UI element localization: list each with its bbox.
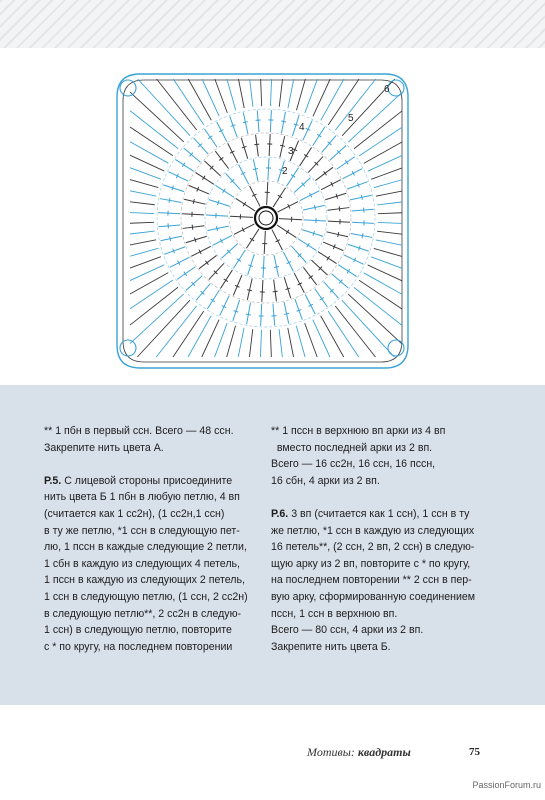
- row-3-stitch: [182, 214, 204, 215]
- instruction-line: нить цвета Б 1 пбн в любую петлю, 4 вп: [44, 491, 240, 504]
- row-4-stitch: [281, 112, 285, 134]
- border-row-stitch: [279, 79, 282, 107]
- chain-ring: [205, 157, 327, 279]
- row-3-stitch: [189, 185, 209, 194]
- instruction-line: Р.6. 3 вп (считается как 1 ссн), 1 ссн в ту: [271, 507, 470, 520]
- row-4-stitch-tick: [211, 299, 215, 302]
- row-3-stitch-tick: [285, 288, 290, 289]
- row-4-stitch: [175, 159, 193, 171]
- row-1-stitch: [279, 219, 302, 220]
- border-row-stitch: [130, 202, 155, 205]
- row-2-stitch: [207, 226, 229, 231]
- row-2-stitch-tick: [307, 243, 310, 247]
- border-row-stitch: [374, 180, 402, 188]
- row-2-stitch: [233, 250, 245, 268]
- row-3-stitch-tick: [247, 290, 252, 291]
- border-row-stitch: [130, 222, 154, 223]
- row-3-stitch: [318, 252, 336, 264]
- row-marker-4: 4: [299, 122, 305, 133]
- row-2-stitch: [294, 178, 310, 193]
- border-row-stitch: [130, 191, 156, 196]
- row-2-stitch-tick: [274, 266, 279, 267]
- row-2-stitch: [268, 158, 269, 180]
- row-2-stitch: [298, 239, 316, 251]
- row-1-stitch: [250, 186, 260, 206]
- row-1-stitch: [273, 188, 285, 207]
- chain-ring: [157, 109, 375, 327]
- row-2-stitch: [253, 159, 258, 181]
- row-1-stitch: [264, 231, 265, 254]
- row-4-stitch: [243, 112, 248, 134]
- row-4-stitch: [352, 209, 374, 211]
- instruction-line: 16 сбн, 4 арки из 2 вп.: [271, 474, 380, 487]
- row-3-stitch: [228, 143, 238, 163]
- row-4-stitch: [350, 195, 372, 200]
- row-3-stitch-tick: [336, 194, 337, 199]
- row-3-stitch-tick: [327, 256, 330, 260]
- row-4-stitch: [205, 129, 218, 147]
- border-row-stitch: [227, 326, 236, 357]
- row-3-stitch: [300, 147, 312, 165]
- row-4-stitch-tick: [182, 163, 185, 167]
- row-4-stitch: [158, 225, 180, 227]
- instruction-line: Всего — 80 ссн, 4 арки из 2 вп.: [271, 624, 424, 637]
- instruction-line: 1 ссн) в следующую петлю, повторите: [44, 624, 232, 637]
- border-row-stitch: [173, 311, 204, 357]
- row-4-stitch: [315, 289, 328, 307]
- border-row-stitch: [130, 231, 155, 234]
- row-4-stitch-tick: [345, 160, 348, 164]
- instruction-line: Всего — 16 сс2н, 16 ссн, 16 пссн,: [271, 458, 436, 471]
- row-3-stitch: [311, 260, 327, 275]
- border-row-stitch: [137, 300, 190, 357]
- border-row-stitch: [138, 79, 190, 136]
- row-2-stitch: [300, 191, 320, 201]
- row-3-stitch: [184, 199, 205, 204]
- row-3-stitch: [204, 161, 220, 176]
- row-4-stitch-tick: [170, 236, 171, 241]
- border-row-stitch: [342, 300, 394, 357]
- row-4-stitch-tick: [317, 134, 321, 137]
- row-4-stitch: [332, 274, 349, 288]
- instruction-line: [271, 489, 511, 506]
- row-4-stitch: [338, 265, 356, 277]
- instruction-line: Закрепите нить цвета Б.: [271, 640, 391, 653]
- row-3-stitch-tick: [304, 154, 308, 157]
- row-4-stitch: [313, 127, 325, 145]
- row-3-stitch: [191, 246, 211, 256]
- instruction-line: в следующую петлю**, 2 сс2н в следую-: [44, 607, 242, 620]
- row-4-stitch: [170, 257, 190, 267]
- border-row-stitch: [130, 248, 158, 256]
- border-row-stitch: [378, 222, 402, 223]
- border-row-stitch: [321, 79, 344, 120]
- border-row-stitch: [130, 257, 161, 268]
- border-row-stitch: [270, 79, 271, 106]
- border-row-stitch: [305, 323, 317, 357]
- instruction-line: 16 петель**, (2 ссн, 2 вп, 2 ссн) в следую-: [271, 541, 475, 554]
- instruction-line: [44, 456, 259, 473]
- row-2-stitch-tick: [314, 205, 315, 210]
- instruction-line: 1 сбн в каждую из следующих 4 петель,: [44, 557, 240, 570]
- row-3-stitch: [256, 135, 259, 157]
- row-4-stitch: [337, 157, 355, 170]
- border-row-stitch: [377, 231, 402, 234]
- border-row-stitch: [296, 326, 305, 357]
- chain-ring: [181, 133, 351, 303]
- row-4-stitch: [343, 169, 363, 179]
- border-row-stitch: [130, 168, 161, 179]
- border-row-stitch: [250, 79, 253, 107]
- section-name: квадраты: [357, 745, 411, 759]
- instruction-line: вую арку, сформированную соединением: [271, 590, 476, 603]
- row-1-stitch-tick: [250, 238, 254, 241]
- corner-chain-loop: [120, 340, 136, 356]
- row-4-stitch: [261, 304, 262, 326]
- border-row-stitch: [359, 127, 402, 156]
- row-1-stitch-tick: [286, 230, 289, 234]
- border-row-stitch: [130, 240, 156, 245]
- border-row-stitch: [364, 142, 402, 163]
- border-row-stitch: [173, 79, 204, 125]
- row-1-stitch: [246, 229, 258, 248]
- instruction-line: ** 1 пбн в первый ссн. Всего — 48 ссн.: [44, 425, 234, 437]
- row-2-stitch: [274, 255, 279, 277]
- border-row-stitch: [288, 79, 294, 108]
- border-row-stitch: [215, 323, 228, 357]
- border-row-stitch: [188, 316, 211, 357]
- border-row-stitch: [321, 316, 344, 357]
- row-3-stitch: [233, 275, 242, 295]
- border-row-stitch: [288, 328, 294, 357]
- row-2-stitch: [239, 165, 249, 185]
- row-4-stitch: [177, 267, 195, 280]
- row-2-stitch: [206, 215, 228, 216]
- border-row-stitch: [188, 79, 211, 120]
- row-4-stitch: [330, 146, 346, 161]
- border-row-stitch: [296, 79, 305, 110]
- instruction-line: 1 ссн в следующую петлю, (1 ссн, 2 сс2н): [44, 590, 248, 603]
- border-row-stitch: [376, 240, 402, 245]
- row-1-stitch: [272, 230, 282, 250]
- row-3-stitch: [247, 278, 252, 299]
- border-row-stitch: [260, 330, 261, 357]
- row-3-stitch: [274, 280, 277, 302]
- row-3-stitch-tick: [273, 291, 278, 292]
- row-3-stitch-tick: [194, 237, 195, 242]
- instruction-line: Р.5. С лицевой стороны присоедините: [44, 474, 233, 487]
- row-4-stitch: [217, 122, 227, 142]
- section-prefix: Мотивы:: [307, 745, 358, 759]
- row-3-stitch: [321, 180, 341, 190]
- row-1-stitch: [236, 198, 255, 210]
- row-2-stitch: [291, 246, 306, 262]
- row-3-stitch-tick: [280, 145, 285, 146]
- row-4-stitch-tick: [208, 136, 212, 139]
- row-2-stitch: [222, 243, 238, 258]
- row-4-stitch: [305, 295, 315, 315]
- row-2-stitch-tick: [223, 189, 226, 193]
- row-3-stitch: [262, 280, 263, 302]
- instructions-right-column: [271, 423, 511, 655]
- instructions-panel: [0, 385, 545, 705]
- instruction-line: вместо последней арки из 2 вп.: [271, 441, 433, 454]
- row-3-stitch-tick: [202, 176, 205, 180]
- border-row-stitch: [371, 257, 402, 268]
- instruction-line: Закрепите нить цвета А.: [44, 441, 164, 454]
- instruction-line: пссн, 1 ссн в верхнюю вп.: [271, 607, 398, 620]
- row-4-stitch-tick: [246, 314, 251, 315]
- row-4-stitch-tick: [169, 198, 170, 203]
- border-row-stitch: [270, 330, 271, 357]
- row-2-stitch: [283, 252, 293, 272]
- page-footer: [0, 738, 545, 768]
- row-3-stitch-tick: [242, 146, 247, 147]
- row-marker-2: 2: [282, 166, 288, 177]
- border-row-stitch: [238, 79, 244, 108]
- border-row-stitch: [305, 79, 318, 113]
- row-3-stitch: [294, 273, 304, 293]
- row-3-stitch: [280, 136, 285, 157]
- row-4-stitch-tick: [362, 233, 363, 238]
- row-3-stitch-tick: [254, 144, 259, 145]
- border-row-stitch: [130, 280, 173, 309]
- border-row-stitch: [359, 280, 402, 309]
- row-4-stitch: [257, 110, 259, 132]
- row-3-stitch-tick: [192, 225, 193, 230]
- row-2-stitch: [263, 256, 264, 278]
- row-3-stitch: [209, 263, 224, 279]
- section-title: [307, 745, 411, 760]
- row-1-stitch: [278, 202, 298, 212]
- row-4-stitch-tick: [361, 195, 362, 200]
- row-2-stitch-tick: [237, 259, 241, 262]
- instruction-line: щую арку из 2 вп, повторите с * по кругу,: [271, 557, 471, 570]
- border-row-stitch: [130, 180, 158, 188]
- instruction-line: же петлю, *1 ссн в каждую из следующих: [271, 524, 475, 537]
- row-4-stitch: [207, 290, 219, 308]
- row-3-stitch: [220, 270, 232, 288]
- row-4-stitch: [160, 199, 182, 203]
- row-4-stitch: [351, 233, 373, 237]
- row-1-stitch: [267, 182, 268, 205]
- instructions-left-column: [44, 423, 259, 655]
- instruction-line: с * по кругу, на последнем повторении: [44, 640, 233, 653]
- row-3-stitch: [328, 221, 350, 222]
- row-1-stitch: [230, 216, 253, 217]
- row-4-stitch: [160, 236, 182, 241]
- row-4-stitch-tick: [347, 269, 350, 273]
- row-3-stitch: [303, 267, 316, 285]
- row-2-stitch: [216, 185, 234, 197]
- row-1-stitch-tick: [278, 195, 282, 198]
- row-marker-5: 5: [348, 113, 354, 124]
- row-4-stitch: [220, 296, 229, 316]
- instruction-line: на последнем повторении ** 2 ссн в пер-: [271, 574, 472, 587]
- instruction-line: (считается как 1 сс2н), (1 сс2н,1 ссн): [44, 507, 225, 520]
- row-1-stitch: [277, 225, 296, 237]
- instruction-line: ** 1 пссн в верхнюю вп арки из 4 вп: [271, 425, 446, 437]
- crochet-chart-area: [0, 48, 545, 385]
- row-3-stitch: [195, 172, 213, 184]
- row-4-stitch: [322, 136, 336, 153]
- instruction-line: 1 пссн в каждую из следующих 2 петель,: [44, 574, 245, 587]
- row-4-stitch: [352, 222, 374, 223]
- border-row-stitch: [215, 79, 227, 113]
- watermark: PassionForum.ru: [472, 780, 541, 790]
- row-1-stitch-tick: [243, 202, 246, 206]
- row-3-stitch-tick: [224, 279, 228, 282]
- row-4-stitch: [270, 110, 271, 132]
- decorative-header-band: [0, 0, 545, 49]
- row-4-stitch: [196, 284, 210, 301]
- row-3-stitch: [269, 134, 270, 156]
- page-number: 75: [469, 746, 480, 758]
- row-3-stitch: [215, 151, 228, 169]
- row-4-stitch: [344, 255, 364, 264]
- row-4-stitch-tick: [284, 313, 289, 314]
- row-3-stitch-tick: [193, 199, 194, 204]
- row-marker-3: 3: [288, 146, 294, 157]
- corner-chain-loop: [120, 80, 136, 96]
- row-4-stitch: [158, 213, 180, 214]
- row-3-stitch: [326, 232, 347, 237]
- row-2-stitch: [304, 220, 326, 221]
- row-2-stitch: [287, 168, 299, 186]
- border-row-stitch: [279, 329, 282, 357]
- border-row-stitch: [227, 79, 236, 110]
- border-row-stitch: [378, 213, 402, 214]
- border-row-stitch: [130, 127, 173, 156]
- row-4-stitch: [186, 276, 202, 291]
- row-4-stitch: [168, 172, 188, 181]
- border-row-stitch: [130, 142, 168, 163]
- border-row-stitch: [377, 202, 402, 205]
- instruction-line: в ту же петлю, *1 ссн в следующую пет-: [44, 524, 240, 537]
- row-4-stitch: [184, 148, 201, 162]
- border-row-stitch: [328, 79, 359, 125]
- row-4-stitch-tick: [281, 121, 286, 122]
- row-3-stitch: [199, 255, 217, 268]
- row-2-stitch-tick: [216, 226, 217, 231]
- row-3-stitch: [315, 167, 333, 180]
- row-2-stitch-tick: [253, 168, 258, 169]
- row-2-stitch: [213, 235, 233, 245]
- corner-chain-loop: [388, 80, 404, 96]
- border-row-stitch: [364, 273, 402, 294]
- row-4-stitch: [324, 282, 339, 298]
- center-ring: [255, 207, 277, 229]
- row-3-stitch: [183, 226, 205, 229]
- row-4-stitch-tick: [320, 297, 324, 300]
- row-3-stitch: [328, 208, 350, 211]
- border-row-stitch: [328, 311, 359, 357]
- crochet-chart: [0, 48, 545, 385]
- row-2-stitch: [226, 174, 241, 190]
- row-4-stitch: [194, 138, 209, 154]
- row-3-stitch: [323, 242, 343, 251]
- row-1-stitch: [234, 224, 254, 234]
- row-3-stitch-tick: [338, 232, 339, 237]
- border-row-stitch: [130, 273, 168, 294]
- row-3-stitch: [308, 156, 323, 172]
- center-ring-inner: [259, 211, 273, 225]
- border-row-stitch: [130, 213, 154, 214]
- border-row-stitch: [261, 79, 262, 106]
- row-2-stitch: [303, 205, 325, 210]
- border-row-stitch: [374, 248, 402, 256]
- row-4-stitch-tick: [243, 122, 248, 123]
- row-4-stitch: [284, 302, 289, 324]
- row-4-stitch-tick: [184, 272, 187, 276]
- row-4-stitch: [273, 304, 275, 326]
- row-4-stitch: [247, 303, 251, 325]
- border-row-stitch: [371, 168, 402, 179]
- instruction-line: лю, 1 пссн в каждые следующие 2 петли,: [44, 541, 247, 554]
- row-marker-6: 6: [384, 84, 390, 95]
- border-row-stitch: [376, 191, 402, 196]
- border-row-stitch: [238, 328, 244, 357]
- border-row-stitch: [249, 329, 252, 357]
- row-3-stitch-tick: [339, 206, 340, 211]
- row-2-stitch-tick: [291, 175, 295, 178]
